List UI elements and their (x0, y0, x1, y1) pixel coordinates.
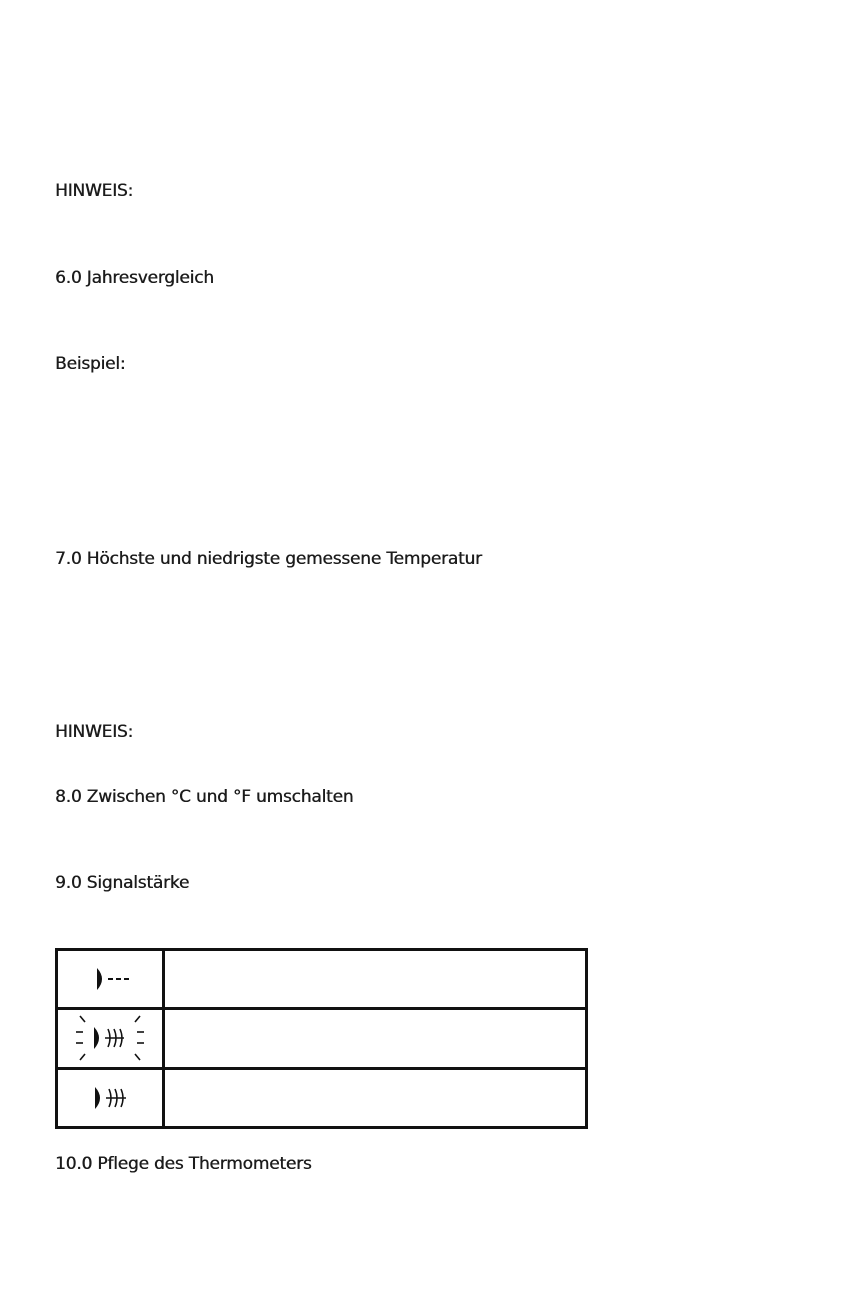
note-label-2: HINWEIS: (55, 722, 133, 742)
signal-strength-table (55, 948, 588, 1129)
table-cell-description (164, 950, 587, 1009)
table-cell-icon (57, 1009, 164, 1068)
table-cell-description (164, 1009, 587, 1068)
table-row (57, 1068, 587, 1127)
table-cell-description (164, 1068, 587, 1127)
heading-section-6: 6.0 Jahresvergleich (55, 268, 214, 288)
signal-received-icon (58, 1082, 162, 1114)
table-cell-icon (57, 950, 164, 1009)
heading-section-9: 9.0 Signalstärke (55, 873, 190, 893)
signal-searching-icon (58, 963, 162, 995)
signal-flashing-icon (58, 1010, 162, 1066)
heading-section-10: 10.0 Pflege des Thermometers (55, 1154, 312, 1174)
note-label-1: HINWEIS: (55, 181, 133, 201)
heading-section-8: 8.0 Zwischen °C und °F umschalten (55, 787, 354, 807)
example-label: Beispiel: (55, 354, 126, 374)
table-row (57, 950, 587, 1009)
table-row (57, 1009, 587, 1068)
heading-section-7: 7.0 Höchste und niedrigste gemessene Temperatur (55, 549, 482, 569)
table-cell-icon (57, 1068, 164, 1127)
